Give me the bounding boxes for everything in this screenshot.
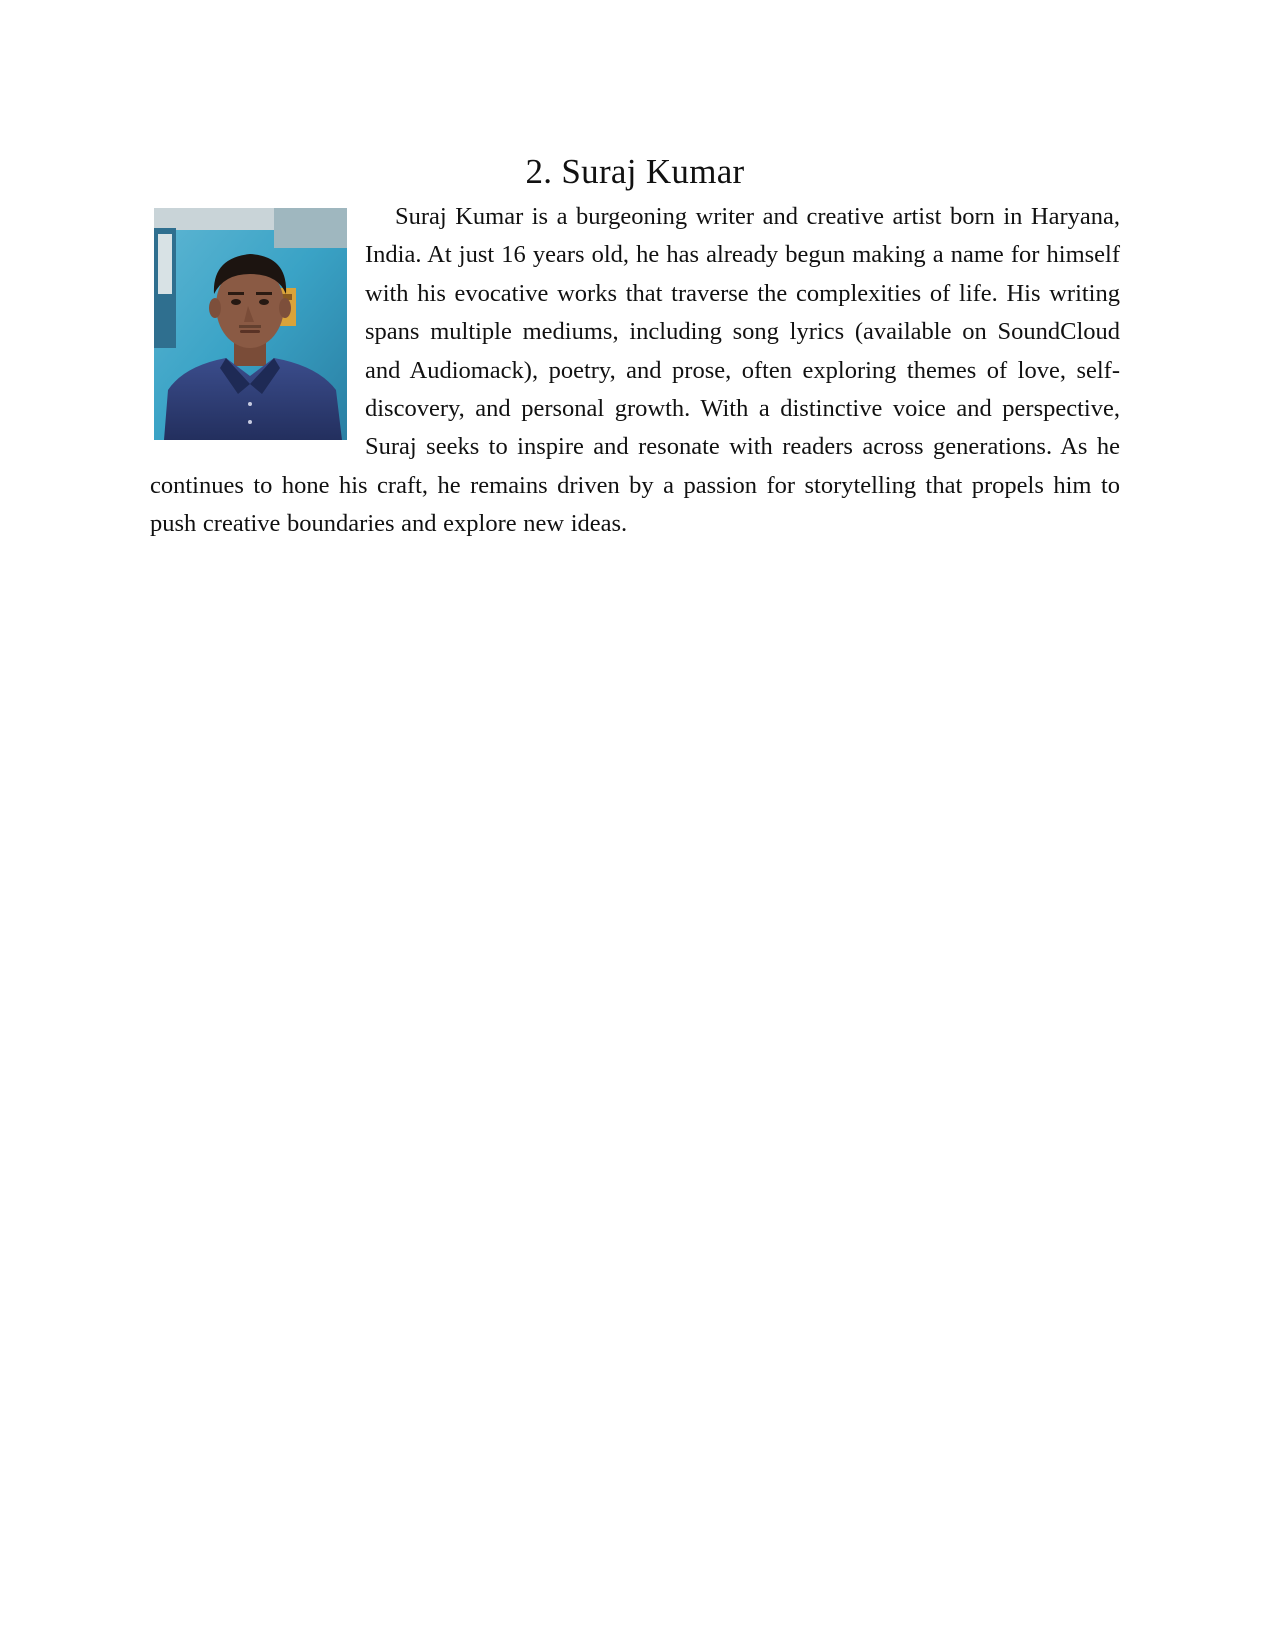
author-heading: 2. Suraj Kumar <box>525 152 745 191</box>
author-photo <box>154 208 347 440</box>
author-portrait-icon <box>154 208 347 440</box>
author-section <box>150 150 1120 544</box>
author-bio-text: Suraj Kumar is a burgeoning writer and creative artist born in Haryana, India. At just 16 years old, he has already begun making a name for himself with his evocative works that traverse the complexities of life. His writing spans multiple mediums, including song lyrics (available on SoundCloud and Audiomack), poetry, and prose, often exploring themes of love, self-discovery, and personal growth. With a distinctive voice and perspective, Suraj seeks to inspire and resonate with readers across generations. As he continues to hone his craft, he remains driven by a passion for storytelling that propels him to push creative boundaries and explore new ideas. <box>150 203 1120 538</box>
